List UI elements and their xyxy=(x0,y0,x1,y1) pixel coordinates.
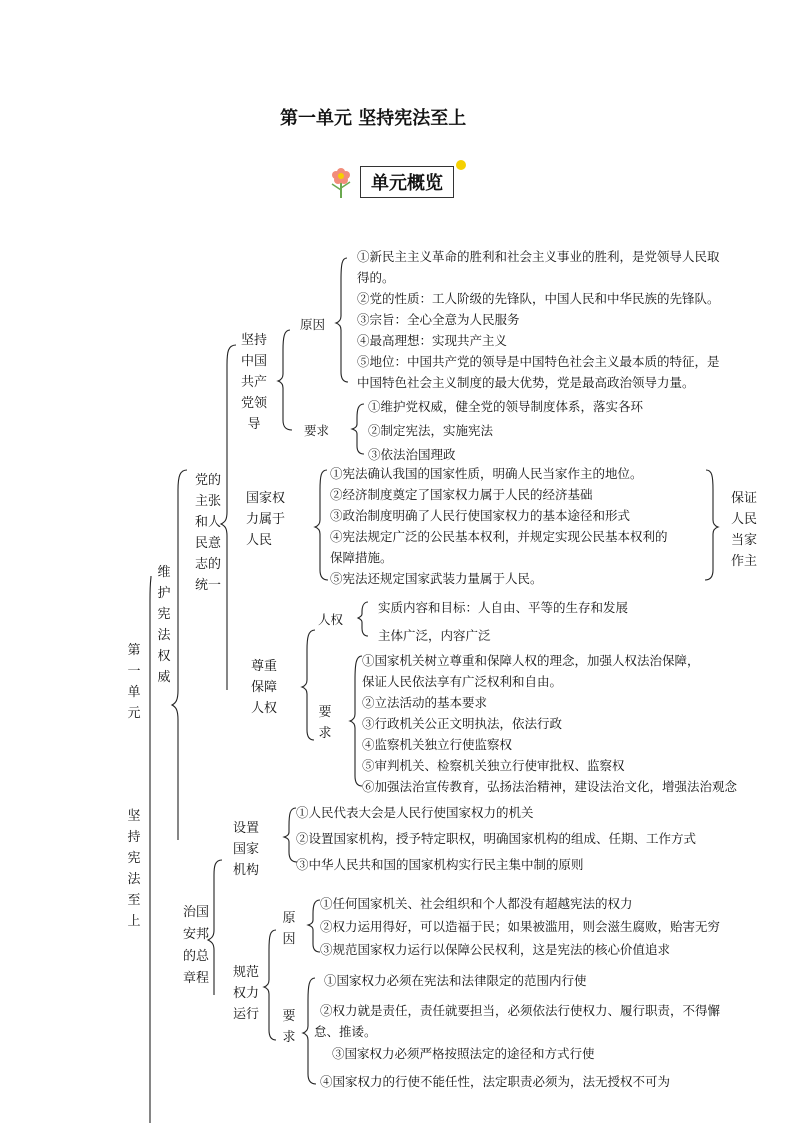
lead-reqs-list xyxy=(368,395,643,467)
regulate-reasons-list xyxy=(320,892,720,961)
list-item: ③中华人民共和国的国家机构实行民主集中制的原则 xyxy=(296,857,584,872)
hr-rights-list xyxy=(378,594,628,650)
list-item: ②党的性质：工人阶级的先锋队，中国人民和中华民族的先锋队。 xyxy=(357,291,720,306)
setup-items-list xyxy=(296,800,696,878)
power-items-list xyxy=(330,463,668,589)
flower-icon xyxy=(326,160,356,200)
list-item: ③政治制度明确了人民行使国家权力的基本途径和形式 xyxy=(330,508,631,523)
list-item: ①人民代表大会是人民行使国家权力的机关 xyxy=(296,805,534,820)
lead-req-label: 要求 xyxy=(304,423,330,438)
list-item: ③宗旨：全心全意为人民服务 xyxy=(357,312,520,327)
node-regulate-power: 规范 权力 运行 xyxy=(232,965,259,1022)
root-label-b: 坚 持 宪 法 至 上 xyxy=(127,809,141,929)
list-item: ②经济制度奠定了国家权力属于人民的经济基础 xyxy=(330,487,593,502)
list-item: ④监察机关独立行使监察权 xyxy=(362,737,513,752)
list-item: ⑥加强法治宣传教育，弘扬法治精神，建设法治文化，增强法治观念 xyxy=(362,779,738,794)
lead-reason-label: 原因 xyxy=(300,317,326,332)
list-item: ③国家权力必须严格按照法定的途径和方式行使 xyxy=(332,1046,595,1061)
root-node-a xyxy=(125,640,143,724)
list-item: 保障措施。 xyxy=(330,550,393,565)
list-item: ②设置国家机构，授予特定职权，明确国家机构的组成、任期、工作方式 xyxy=(296,831,697,846)
root-label-a: 第 一 单 元 xyxy=(127,643,141,721)
page-title: 第一单元 坚持宪法至上 xyxy=(280,108,467,129)
lead-reasons-list xyxy=(357,246,720,393)
list-item: 主体广泛，内容广泛 xyxy=(378,628,491,643)
list-item: ②制定宪法，实施宪法 xyxy=(368,423,494,438)
list-item: ③规范国家权力运行以保障公民权利，这是宪法的核心价值追求 xyxy=(320,942,671,957)
list-item: ①国家机关树立尊重和保障人权的理念，加强人权法治保障， xyxy=(362,653,700,668)
node-maintain-constitution: 维 护 宪 法 权 威 xyxy=(157,565,171,685)
node-party-people-unity: 党的 主张 和人 民意 志的 统一 xyxy=(194,473,221,593)
list-item: ⑤宪法还规定国家武装力量属于人民。 xyxy=(330,571,543,586)
node-party-leadership: 坚持 中国 共产 党领 导 xyxy=(240,333,267,432)
node-setup-institutions: 设置 国家 机构 xyxy=(232,821,259,878)
power-result: 保证 人民 当家 作主 xyxy=(730,491,757,569)
list-item: 保证人民依法享有广泛权利和自由。 xyxy=(362,674,563,689)
list-item: ⑤地位：中国共产党的领导是中国特色社会主义最本质的特征，是 xyxy=(357,354,720,369)
list-item: 实质内容和目标：人自由、平等的生存和发展 xyxy=(378,600,629,615)
list-item: ④宪法规定广泛的公民基本权利，并规定实现公民基本权利的 xyxy=(330,529,668,544)
hr-req-label: 要 求 xyxy=(318,705,332,741)
list-item: ②权力运用得好，可以造福于民；如果被滥用，则会滋生腐败，贻害无穷 xyxy=(320,919,721,934)
list-item: ⑤审判机关、检察机关独立行使审批权、监察权 xyxy=(362,758,625,773)
list-item: ①维护党权威，健全党的领导制度体系，落实各环 xyxy=(368,399,644,414)
list-item: 中国特色社会主义制度的最大优势，党是最高政治领导力量。 xyxy=(357,375,695,390)
regulate-req-label: 要 求 xyxy=(282,1009,296,1045)
unit-overview-badge xyxy=(326,160,476,200)
root-node-b xyxy=(125,806,143,932)
list-item: ③依法治国理政 xyxy=(368,447,456,462)
list-item: ②权力就是责任，责任就要担当，必须依法行使权力、履行职责，不得懈 xyxy=(320,1003,721,1018)
hr-reqs-list xyxy=(362,650,737,797)
list-item: 怠、推诿。 xyxy=(314,1024,377,1039)
node-power-to-people: 国家权 力属于 人民 xyxy=(246,491,286,548)
node-governing-charter: 治国 安邦 的总 章程 xyxy=(182,905,209,986)
list-item: ④最高理想：实现共产主义 xyxy=(357,333,508,348)
list-item: ①国家权力必须在宪法和法律限定的范围内行使 xyxy=(324,973,587,988)
node-human-rights: 尊重 保障 人权 xyxy=(250,659,277,716)
list-item: ①任何国家机关、社会组织和个人都没有超越宪法的权力 xyxy=(320,896,633,911)
list-item: 得的。 xyxy=(357,270,395,285)
hr-rights-label: 人权 xyxy=(318,612,344,627)
list-item: ④国家权力的行使不能任性，法定职责必须为，法无授权不可为 xyxy=(320,1074,671,1089)
list-item: ③行政机关公正文明执法，依法行政 xyxy=(362,716,563,731)
badge-label: 单元概览 xyxy=(360,166,454,198)
list-item: ①新民主主义革命的胜利和社会主义事业的胜利，是党领导人民取 xyxy=(357,249,720,264)
list-item: ②立法活动的基本要求 xyxy=(362,695,488,710)
yellow-dot-icon xyxy=(456,160,466,170)
list-item: ①宪法确认我国的国家性质，明确人民当家作主的地位。 xyxy=(330,466,643,481)
regulate-reason-label: 原 因 xyxy=(282,911,296,947)
